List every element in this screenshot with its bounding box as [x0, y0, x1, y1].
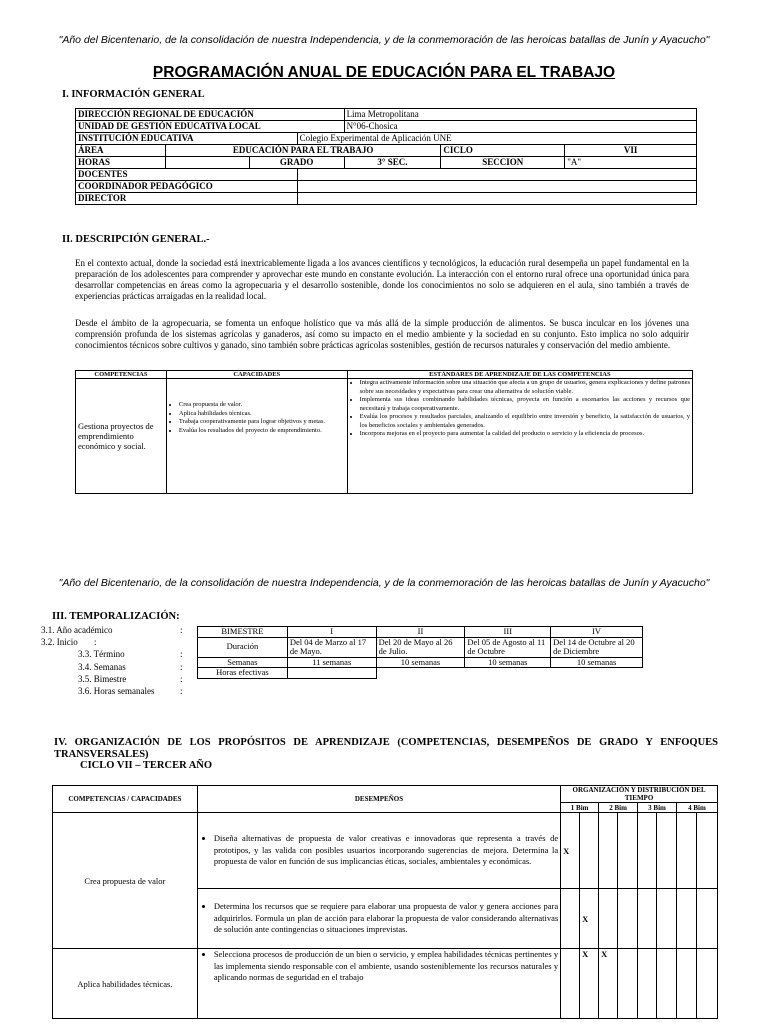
competencias-header: COMPETENCIAS	[76, 371, 167, 379]
docentes-label: DOCENTES	[76, 169, 298, 181]
ciclo-value: VII	[565, 145, 697, 157]
estandares-header: ESTÁNDARES DE APRENDIZAJE DE LAS COMPETENCIAS	[347, 371, 692, 379]
organizacion-header: ORGANIZACIÓN Y DISTRIBUCIÓN DEL TIEMPO	[561, 786, 718, 803]
motto-second: "Año del Bicentenario, de la consolidación de nuestra Independencia, y de la conmemoración de las heroicas batallas de Junín y Ayacucho"	[58, 577, 710, 589]
list-item: • Aplica habilidades técnicas.	[179, 410, 345, 419]
duracion-iii: Del 05 de Agosto al 11 de Octubre	[465, 637, 551, 657]
list-item: • Implementa sus ideas combinando habilidades técnicas, proyecta en función a escenarios las acciones y recursos que necesitará y trabaja cooperativamente.	[360, 396, 690, 413]
temporalizacion-label-3: 3.3. Término	[78, 649, 125, 659]
duracion-ii: Del 20 de Mayo al 26 de Julio.	[376, 637, 465, 657]
dre-label: DIRECCIÓN REGIONAL DE EDUCACIÓN	[76, 109, 345, 121]
bimestre-header: BIMESTRE	[198, 627, 288, 638]
bimestre-iv: IV	[551, 627, 643, 638]
motto-top: "Año del Bicentenario, de la consolidación de nuestra Independencia, y de la conmemoración de las heroicas batallas de Junín y Ayacucho"	[58, 34, 710, 46]
list-item: • Evalúa los resultados del proyecto de emprendimiento.	[179, 427, 345, 436]
horas-efectivas-label: Horas efectivas	[198, 668, 288, 679]
colon: :	[180, 649, 183, 659]
mark-cell: X	[561, 813, 580, 889]
learning-purposes-table	[52, 785, 718, 1019]
grado-value: 3° SEC.	[344, 157, 441, 169]
temporalizacion-label-5: 3.5. Bimestre	[78, 674, 127, 684]
list-item: • Evalúa los procesos y resultados parciales, analizando el equilibrio entre inversión y beneficio, la satisfacción de usuarios, y los beneficios sociales y ambientales generados.	[360, 413, 690, 430]
semanas-i: 11 semanas	[287, 657, 376, 668]
semanas-iv: 10 semanas	[551, 657, 643, 668]
semanas-label: Semanas	[198, 657, 288, 668]
bim-2-header: 2 Bim	[599, 803, 638, 813]
list-item: • Crea propuesta de valor.	[179, 401, 345, 410]
list-item: • Incorpora mejoras en el proyecto para aumentar la calidad del producto o servicio y la eficiencia de procesos.	[360, 430, 690, 439]
description-paragraph-2: Desde el ámbito de la agropecuaria, se fomenta un enfoque holístico que va más allá de la simple producción de alimentos. Se busca inculcar en los jóvenes una comprensión profunda de los sistemas agrícolas y ganaderos, así como su impacto en el medio ambiente y la sociedad en su conjunto. Esto implica no solo adquirir conocimientos técnicos sobre cultivos y ganado, sino también sobre prácticas agrícolas sostenibles, gestión de recursos naturales y conservación del medio ambiente.	[75, 318, 689, 350]
temporalizacion-label-6: 3.6. Horas semanales	[78, 686, 155, 696]
duracion-i: Del 04 de Marzo al 17 de Mayo.	[287, 637, 376, 657]
estandares-cell	[347, 379, 692, 494]
area-label: ÁREA	[76, 145, 166, 157]
ie-label: INSTITUCIÓN EDUCATIVA	[76, 133, 298, 145]
mark-cell: X	[580, 949, 599, 1019]
desempenos-header: DESEMPEÑOS	[197, 786, 560, 813]
section-4-heading: IV. ORGANIZACIÓN DE LOS PROPÓSITOS DE APRENDIZAJE (COMPETENCIAS, DESEMPEÑOS DE GRADO Y ENFOQUES TRANSVERSALES)	[54, 737, 718, 760]
list-item: • Diseña alternativas de propuesta de valor creativas e innovadoras que representa a través de prototipos, y las valida con posibles usuarios incorporando sugerencias de mejora. Determina la propuesta de valor en función de sus implicancias éticas, sociales, ambientales y económicas.	[214, 833, 558, 868]
competencias-capacidades-header: COMPETENCIAS / CAPACIDADES	[53, 786, 198, 813]
dre-value: Lima Metropolitana	[344, 109, 696, 121]
colon: :	[180, 686, 183, 696]
capacidades-cell	[166, 379, 347, 494]
general-info-table	[75, 108, 697, 205]
bimestre-i: I	[287, 627, 376, 638]
bim-4-header: 4 Bim	[676, 803, 717, 813]
duracion-label: Duración	[198, 637, 288, 657]
horas-label: HORAS	[76, 157, 166, 169]
temporalizacion-label-2: 3.2. Inicio	[41, 637, 78, 647]
capacidades-header: CAPACIDADES	[166, 371, 347, 379]
ugel-label: UNIDAD DE GESTIÓN EDUCATIVA LOCAL	[76, 121, 345, 133]
section-1-heading: I. INFORMACIÓN GENERAL	[62, 89, 205, 100]
ciclo-label: CICLO	[441, 145, 565, 157]
description-paragraph-1: En el contexto actual, donde la sociedad está inextricablemente ligada a los avances científicos y tecnológicos, la educación rural desempeña un papel fundamental en la preparación de los adolescentes para comprender y aprovechar este mundo en constante evolución. La interacción con el entorno rural ofrece una oportunidad única para desarrollar competencias en áreas como la agropecuaria y el desarrollo sostenible, donde los conocimientos no solo se adquieren en el aula, sino también a través de experiencias prácticas arraigadas en la realidad local.	[75, 258, 689, 301]
colon: :	[180, 625, 183, 635]
coordinador-value	[297, 181, 696, 193]
page-title: PROGRAMACIÓN ANUAL DE EDUCACIÓN PARA EL TRABAJO	[152, 64, 616, 81]
bimester-table	[197, 626, 643, 679]
bim-1-header: 1 Bim	[561, 803, 599, 813]
capacidad-aplica-habilidades: Aplica habilidades técnicas.	[53, 949, 198, 1019]
seccion-label: SECCION	[441, 157, 565, 169]
section-2-heading: II. DESCRIPCIÓN GENERAL.-	[62, 234, 210, 245]
mark-cell: X	[599, 949, 618, 1019]
temporalizacion-label-1: 3.1. Año académico	[41, 625, 113, 635]
coordinador-label: COORDINADOR PEDAGÓGICO	[76, 181, 298, 193]
list-item: • Selecciona procesos de producción de un bien o servicio, y emplea habilidades técnicas pertinentes y las implementa siendo responsable con el ambiente, usando sosteniblemente los recursos naturales y aplicando normas de seguridad en el trabajo	[214, 949, 558, 984]
director-value	[297, 193, 696, 205]
section-4-subheading: CICLO VII – TERCER AÑO	[80, 760, 213, 771]
mark-cell: X	[580, 889, 599, 949]
director-label: DIRECTOR	[76, 193, 298, 205]
horas-efectivas-i	[287, 668, 376, 679]
colon: :	[180, 674, 183, 684]
duracion-iv: Del 14 de Octubre al 20 de Diciembre	[551, 637, 643, 657]
semanas-ii: 10 semanas	[376, 657, 465, 668]
bim-3-header: 3 Bim	[638, 803, 677, 813]
competencies-table	[75, 370, 693, 494]
list-item: • Integra activamente información sobre una situación que afecta a un grupo de usuarios, genera explicaciones y define patrones sobre sus necesidades y expectativas para crear una alternativa de solución viable.	[360, 379, 690, 396]
list-item: • Determina los recursos que se requiere para elaborar una propuesta de valor y genera acciones para adquirirlos. Formula un plan de acción para elaborar la propuesta de valor considerando alternativas de solución ante contingencias o situaciones imprevistas.	[214, 901, 558, 936]
area-value: EDUCACIÓN PARA EL TRABAJO	[165, 145, 441, 157]
bimestre-iii: III	[465, 627, 551, 638]
competencia-cell: Gestiona proyectos de emprendimiento económico y social.	[76, 379, 167, 494]
horas-value	[165, 157, 249, 169]
bimestre-ii: II	[376, 627, 465, 638]
ie-value: Colegio Experimental de Aplicación UNE	[297, 133, 696, 145]
seccion-value: "A"	[565, 157, 697, 169]
temporalizacion-label-4: 3.4. Semanas	[78, 662, 126, 672]
semanas-iii: 10 semanas	[465, 657, 551, 668]
list-item: • Trabaja cooperativamente para lograr objetivos y metas.	[179, 418, 345, 427]
colon: :	[94, 637, 97, 647]
section-3-heading: III. TEMPORALIZACIÓN:	[52, 611, 180, 622]
docentes-value	[297, 169, 696, 181]
capacidad-crea-propuesta: Crea propuesta de valor	[53, 813, 198, 949]
ugel-value: N°06-Chosica	[344, 121, 696, 133]
colon: :	[180, 662, 183, 672]
grado-label: GRADO	[249, 157, 344, 169]
